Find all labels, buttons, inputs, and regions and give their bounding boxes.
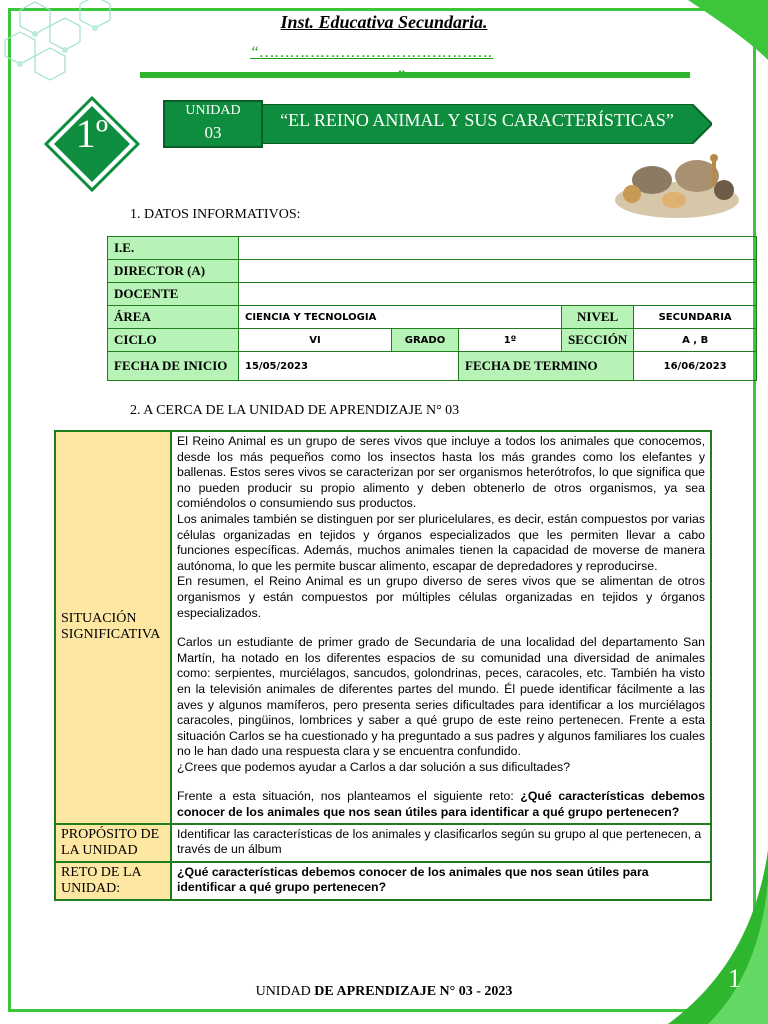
docente-label: DOCENTE [108, 283, 239, 306]
grado-value: 1º [459, 329, 562, 352]
director-label: DIRECTOR (A) [108, 260, 239, 283]
footer [0, 984, 768, 1000]
ie-value [239, 237, 757, 260]
reto-label: RETO DE LA UNIDAD: [55, 862, 171, 900]
situacion-paragraph: Los animales también se distinguen por ser pluricelulares, es decir, están compuestos por varias células organizadas en tejidos y órganos especializados que les permiten llevar a cabo funciones específicas. Además, muchos animales tienen la capacidad de moverse de manera autónoma, lo que les permite buscar alimento, escapar de depredadores y reproducirse. [177, 511, 705, 573]
unit-title: “EL REINO ANIMAL Y SUS CARACTERÍSTICAS” [280, 110, 674, 130]
footer-lead: UNIDAD [255, 984, 315, 999]
proposito-text: Identificar las características de los animales y clasificarlos según su grupo al que pertenecen, a través de un álbum [171, 824, 711, 862]
fecha-termino-label: FECHA DE TERMINO [459, 352, 634, 381]
ie-label: I.E. [108, 237, 239, 260]
proposito-label: PROPÓSITO DE LA UNIDAD [55, 824, 171, 862]
grado-label: GRADO [392, 329, 459, 352]
ciclo-value: VI [239, 329, 392, 352]
reto-text: ¿Qué características debemos conocer de los animales que nos sean útiles para identificar a qué grupo pertenecen? [171, 862, 711, 900]
situacion-paragraph [177, 789, 705, 820]
animals-collage-image [612, 150, 742, 220]
fecha-inicio-label: FECHA DE INICIO [108, 352, 239, 381]
nivel-value: SECUNDARIA [634, 306, 757, 329]
section-unidad-title: 2. A CERCA DE LA UNIDAD DE APRENDIZAJE N° 03 [130, 403, 460, 418]
director-value [239, 260, 757, 283]
fecha-inicio-value: 15/05/2023 [239, 352, 459, 381]
situacion-paragraph: Carlos un estudiante de primer grado de Secundaria de una localidad del departamento San Martín, ha notado en los diferentes espacios de su comunidad una diversidad de animales como: serpientes, murciélagos, sancudos, golondrinas, peces, caracoles, etc. También ha visto en la televisión animales de diferentes partes del mundo. Él puede identificar fácilmente a las aves y algunos mamíferos, pero presenta series dificultades para identificar a los murciélagos caracoles, pingüinos, lombrices y saber a qué grupo de este reino pertenecen. Frente a esta situación Carlos se ha cuestionado y ha preguntado a sus padres y algunos familiares los cuales no le han dado una respuesta clara y se encuentra confundido. [177, 635, 705, 759]
fecha-termino-value: 16/06/2023 [634, 352, 757, 381]
situacion-paragraph: El Reino Animal es un grupo de seres vivos que incluye a todos los animales que conocemos, desde los más pequeños como los insectos hasta los más grandes como los elefantes y ballenas. Estos seres vivos se caracterizan por ser organismos heterótrofos, lo que significa que no pueden producir su propio alimento y deben obtenerlo de otros organismos, ya sea comiéndolos o consumiendo sus productos. [177, 434, 705, 511]
area-label: ÁREA [108, 306, 239, 329]
seccion-value: A , B [634, 329, 757, 352]
situacion-text [171, 431, 711, 824]
situacion-paragraph: En resumen, el Reino Animal es un grupo diverso de seres vivos que se alimentan de otros organismos y están compuestos por múltiples células organizadas en tejidos y órganos especializados. [177, 574, 705, 620]
datos-informativos-table [107, 236, 757, 381]
section-datos-title: 1. DATOS INFORMATIVOS: [130, 207, 301, 222]
reto-lead: Frente a esta situación, nos planteamos el siguiente reto: [177, 789, 521, 804]
ciclo-label: CICLO [108, 329, 239, 352]
situacion-paragraph: ¿Crees que podemos ayudar a Carlos a dar solución a sus dificultades? [177, 759, 571, 774]
seccion-label: SECCIÓN [562, 329, 634, 352]
reto-question: ¿Qué características debemos conocer de los animales que nos sean útiles para identificar a qué grupo pertenecen? [177, 789, 706, 820]
unit-label: UNIDAD [185, 103, 241, 118]
footer-bold: DE APRENDIZAJE N° 03 - 2023 [314, 984, 513, 999]
header-divider [140, 72, 690, 78]
area-value: CIENCIA Y TECNOLOGIA [239, 306, 562, 329]
page-number: 1 [728, 964, 741, 993]
quote-placeholder: “………………………………………. [250, 44, 494, 61]
situacion-label: SITUACIÓN SIGNIFICATIVA [55, 431, 171, 824]
docente-value [239, 283, 757, 306]
unidad-aprendizaje-table [54, 430, 712, 901]
nivel-label: NIVEL [562, 306, 634, 329]
grade-label: 1º [75, 111, 109, 156]
school-name: Inst. Educativa Secundaria. [280, 12, 488, 32]
unit-number: 03 [204, 123, 222, 142]
